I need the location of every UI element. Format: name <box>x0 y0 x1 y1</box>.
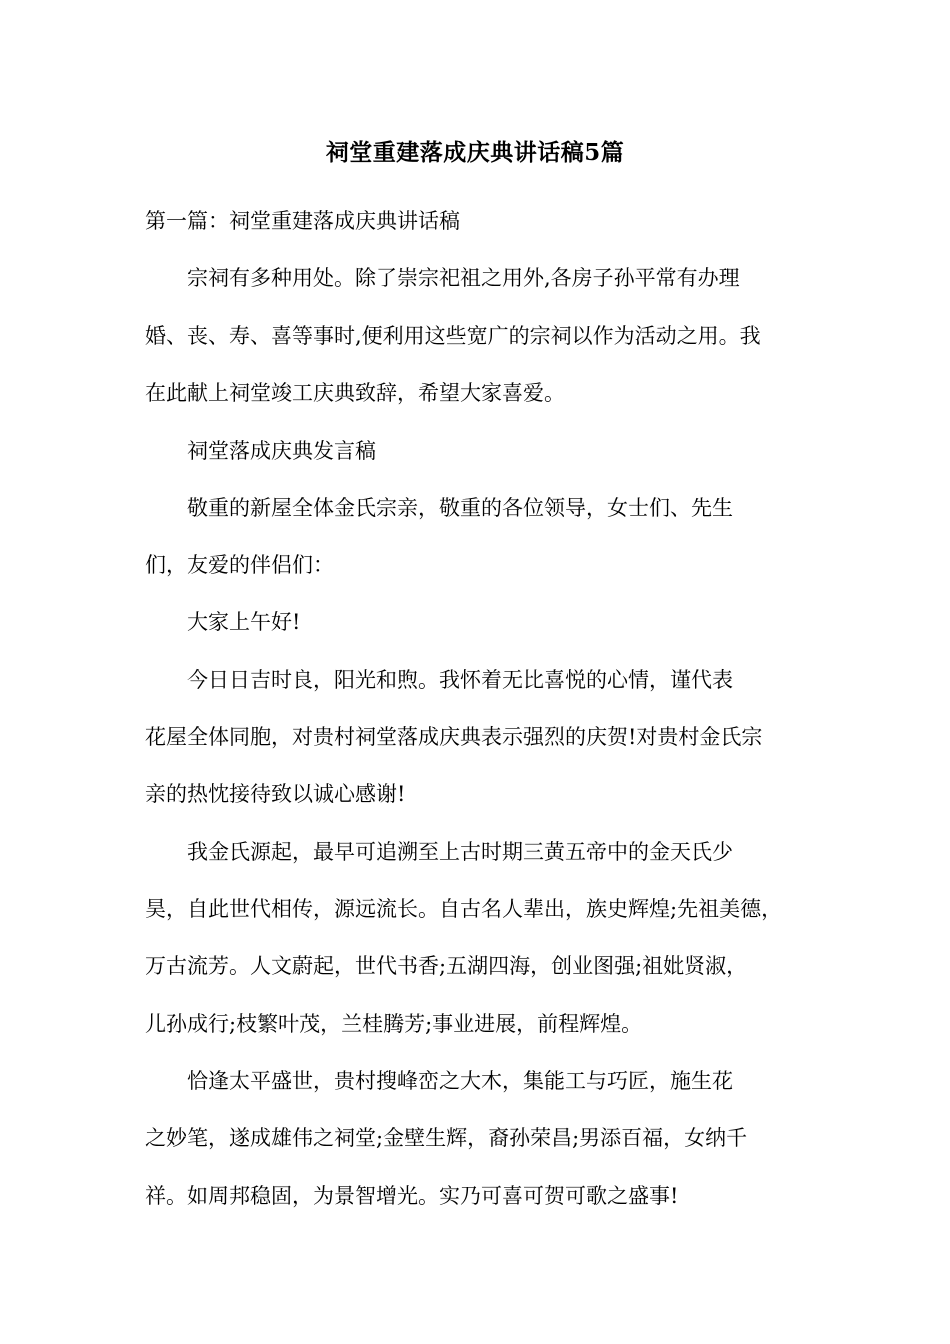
text-line: 宗祠有多种用处。除了崇宗祀祖之用外,各房子孙平常有办理 <box>145 266 740 290</box>
text-line: 敬重的新屋全体金氏宗亲，敬重的各位领导，女士们、先生 <box>145 496 733 520</box>
text-line: 亲的热忱接待致以诚心感谢! <box>145 782 406 806</box>
text-line: 花屋全体同胞，对贵村祠堂落成庆典表示强烈的庆贺!对贵村金氏宗 <box>145 725 763 749</box>
text-line: 婚、丧、寿、喜等事时,便利用这些宽广的宗祠以作为活动之用。我 <box>145 324 761 348</box>
text-line: 万古流芳。人文蔚起，世代书香;五湖四海，创业图强;祖妣贤淑， <box>145 954 748 978</box>
text-line: 今日日吉时良，阳光和煦。我怀着无比喜悦的心情，谨代表 <box>145 668 733 692</box>
text-line: 在此献上祠堂竣工庆典致辞，希望大家喜爱。 <box>145 381 565 405</box>
text-line: 大家上午好! <box>145 610 301 634</box>
text-line: 昊，自此世代相传，源远流长。自古名人辈出，族史辉煌;先祖美德， <box>145 897 783 921</box>
document-title: 祠堂重建落成庆典讲话稿5篇 <box>325 139 625 166</box>
text-line: 儿孙成行;枝繁叶茂，兰桂腾芳;事业进展，前程辉煌。 <box>145 1012 643 1036</box>
subheading-line: 祠堂落成庆典发言稿 <box>145 439 376 463</box>
text-line: 我金氏源起，最早可追溯至上古时期三黄五帝中的金天氏少 <box>145 840 733 864</box>
text-line: 们，友爱的伴侣们： <box>145 553 334 577</box>
text-line: 祥。如周邦稳固，为景智增光。实乃可喜可贺可歌之盛事! <box>145 1184 679 1208</box>
text-line: 之妙笔，遂成雄伟之祠堂;金壁生辉，裔孙荣昌;男添百福，女纳千 <box>145 1126 748 1150</box>
section-heading: 第一篇：祠堂重建落成庆典讲话稿 <box>145 209 460 233</box>
text-line: 恰逢太平盛世，贵村搜峰峦之大木，集能工与巧匠，施生花 <box>145 1069 733 1093</box>
